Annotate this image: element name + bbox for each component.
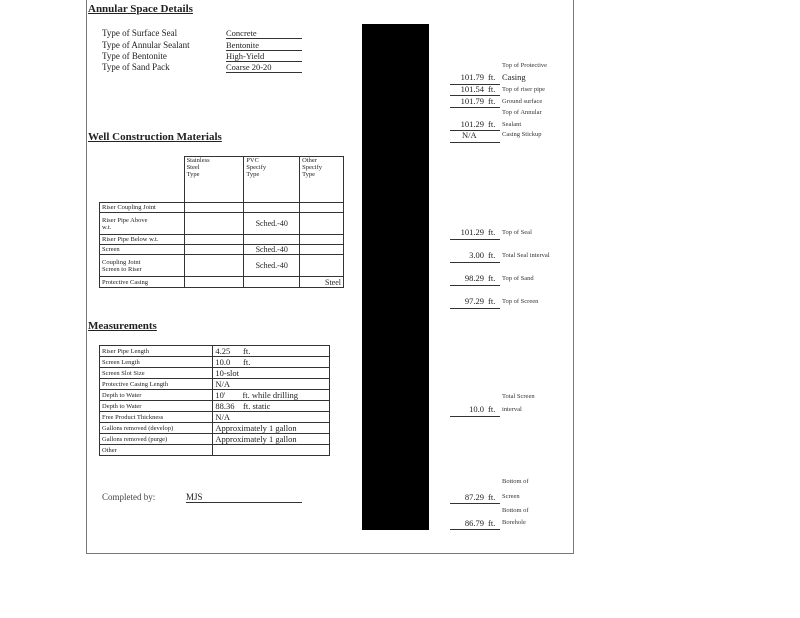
surface-seal-value: Concrete <box>226 28 302 39</box>
sand-elevation-value: 98.29 <box>464 273 484 283</box>
divider <box>450 142 500 143</box>
casing-elevation-value: 101.79 <box>460 72 484 82</box>
sand-pack-label: Type of Sand Pack <box>102 62 170 72</box>
bottom-of-label: Bottom of <box>502 478 529 485</box>
measurements-section-title: Measurements <box>88 320 157 332</box>
bottom-screen-label: Screen <box>502 493 520 500</box>
top-protective-label: Top of Protective <box>502 62 548 69</box>
table-row: Protective Casing Length N/A <box>100 379 330 390</box>
header-stainless: Stainless Steel Type <box>184 157 244 203</box>
surface-seal-label: Type of Surface Seal <box>102 28 178 38</box>
interval-label: interval <box>502 406 522 413</box>
sand-label: Top of Sand <box>502 275 534 282</box>
screen-elevation-value: 97.29 <box>464 296 484 306</box>
seal-interval-value: 3.00 <box>469 250 484 260</box>
divider <box>450 308 500 309</box>
bentonite-type-label: Type of Bentonite <box>102 51 167 61</box>
table-row: Riser Coupling Joint <box>100 203 344 213</box>
annular-sealant-label: Type of Annular Sealant <box>102 40 190 50</box>
sand-pack-value: Coarse 20-20 <box>226 62 302 73</box>
unit-label: ft. <box>488 250 496 260</box>
total-screen-label: Total Screen <box>502 393 535 400</box>
unit-label: ft. <box>488 84 496 94</box>
top-annular-label: Top of Annular <box>502 109 542 116</box>
sealant-label: Sealant <box>502 121 522 128</box>
unit-label: ft. <box>488 296 496 306</box>
total-screen-value: 10.0 <box>469 404 484 414</box>
ground-elevation-value: 101.79 <box>460 96 484 106</box>
divider <box>450 529 500 530</box>
table-row: Free Product Thickness N/A <box>100 412 330 423</box>
table-row: Screen Slot Size 10-slot <box>100 368 330 379</box>
seal-interval-label: Total Seal interval <box>502 252 550 259</box>
annular-sealant-value: Bentonite <box>226 40 302 51</box>
materials-table <box>99 156 344 288</box>
table-row: Gallons removed (develop) Approximately 1 gallon <box>100 423 330 434</box>
borehole-value: 86.79 <box>464 518 484 528</box>
unit-label: ft. <box>488 404 496 414</box>
unit-label: ft. <box>488 492 496 502</box>
completed-by-value: MJS <box>186 492 302 503</box>
materials-section-title: Well Construction Materials <box>88 131 222 143</box>
seal-elevation-value: 101.29 <box>460 227 484 237</box>
table-row: Riser Pipe Above w.t. Sched.-40 <box>100 213 344 235</box>
measurements-table <box>99 345 330 456</box>
stickup-label: Casing Stickup <box>502 131 542 138</box>
riser-label: Top of riser pipe <box>502 86 546 93</box>
table-row: Gallons removed (purge) Approximately 1 gallon <box>100 434 330 445</box>
screen-label: Top of Screen <box>502 298 539 305</box>
annular-section-title: Annular Space Details <box>88 3 193 15</box>
table-row: Protective Casing Steel <box>100 277 344 288</box>
table-row: Other <box>100 445 330 456</box>
unit-label: ft. <box>488 273 496 283</box>
redaction-bar <box>362 24 429 530</box>
header-pvc: PVC Specify Type <box>244 157 300 203</box>
header-other: Other Specify Type <box>300 157 344 203</box>
table-row: Depth to Water 88.36 ft. static <box>100 401 330 412</box>
unit-label: ft. <box>488 96 496 106</box>
borehole-label: Borehole <box>502 519 526 526</box>
stickup-value: N/A <box>462 130 477 140</box>
unit-label: ft. <box>488 227 496 237</box>
divider <box>450 262 500 263</box>
table-row: Coupling Joint Screen to Riser Sched.-40 <box>100 255 344 277</box>
divider <box>450 107 500 108</box>
divider <box>450 285 500 286</box>
divider <box>450 239 500 240</box>
table-row: Riser Pipe Below w.t. <box>100 235 344 245</box>
table-row: Screen Length 10.0 ft. <box>100 357 330 368</box>
ground-label: Ground surface <box>502 98 543 105</box>
riser-elevation-value: 101.54 <box>460 84 484 94</box>
seal-label: Top of Seal <box>502 229 532 236</box>
completed-by-label: Completed by: <box>102 492 156 502</box>
unit-label: ft. <box>488 119 496 129</box>
table-row: Screen Sched.-40 <box>100 245 344 255</box>
bottom-screen-value: 87.29 <box>464 492 484 502</box>
bottom-of-label-2: Bottom of <box>502 507 529 514</box>
unit-label: ft. <box>488 518 496 528</box>
unit-label: ft. <box>488 72 496 82</box>
divider <box>450 503 500 504</box>
sealant-elevation-value: 101.29 <box>460 119 484 129</box>
divider <box>450 416 500 417</box>
table-row: Depth to Water 10' ft. while drilling <box>100 390 330 401</box>
bentonite-type-value: High-Yield <box>226 51 302 62</box>
table-row: Riser Pipe Length 4.25 ft. <box>100 346 330 357</box>
casing-label: Casing <box>502 72 526 82</box>
